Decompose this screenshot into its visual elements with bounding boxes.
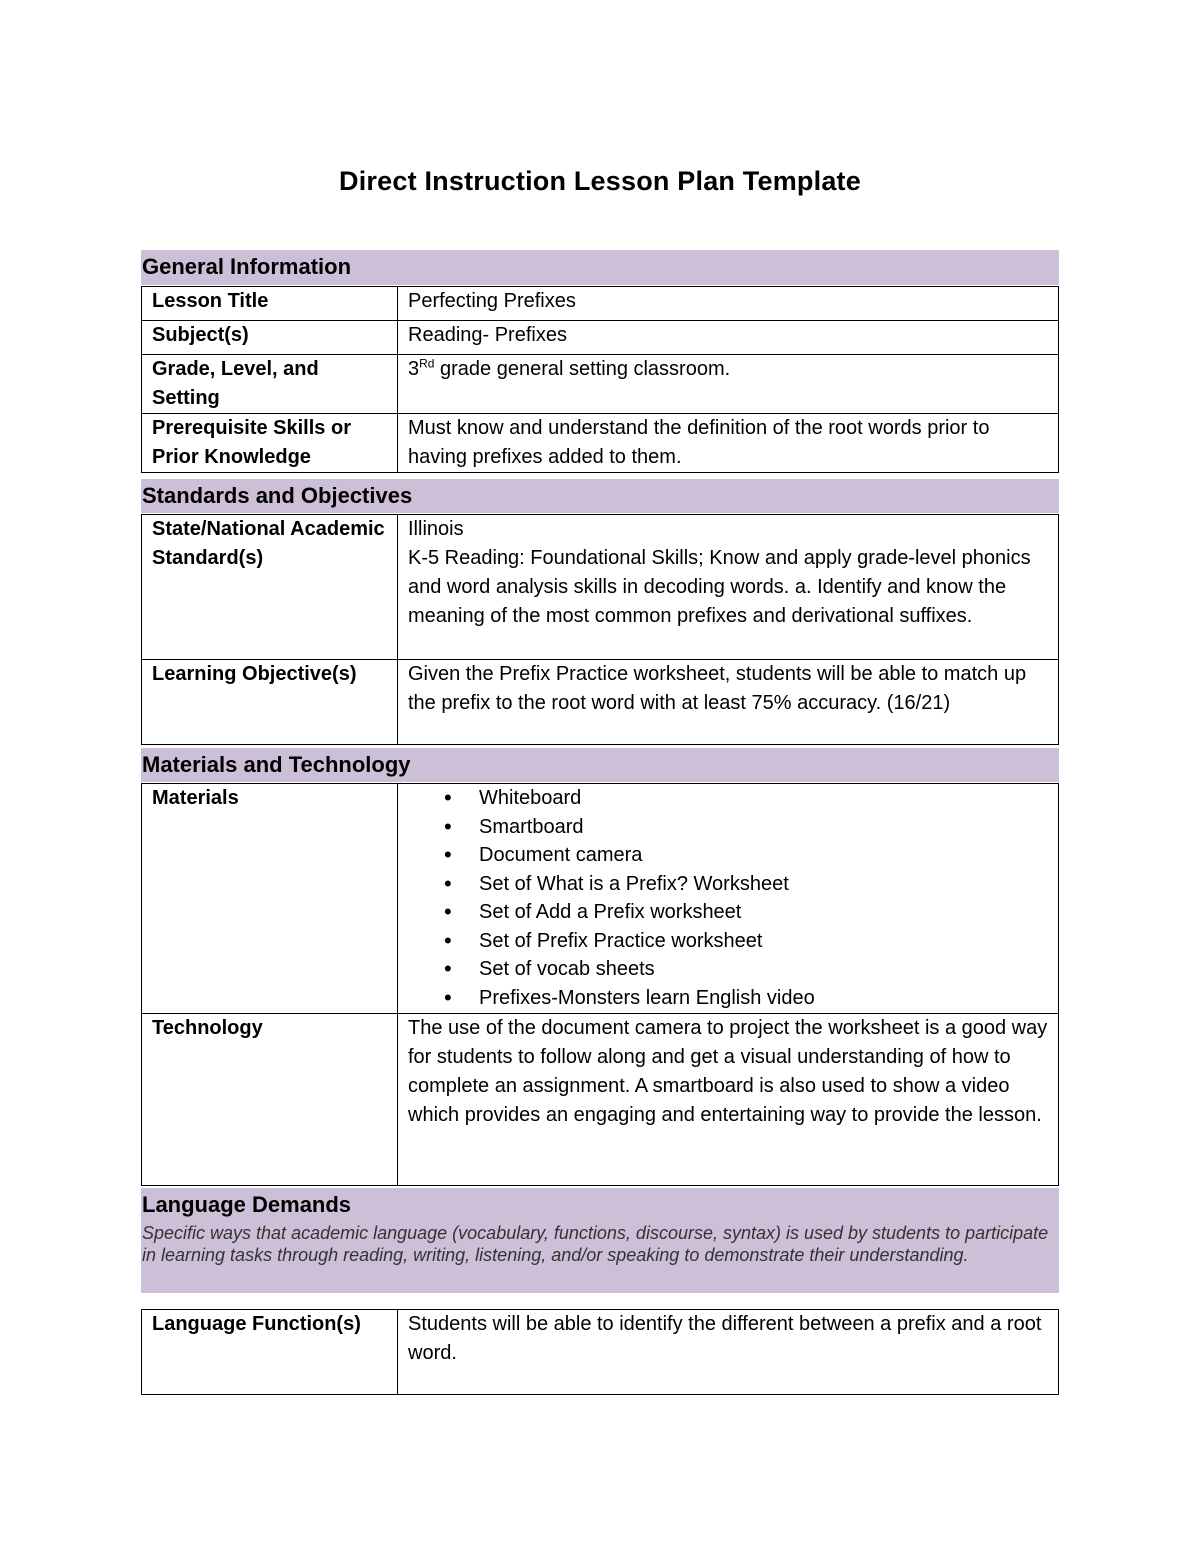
grade-setting: grade general setting classroom.	[434, 358, 731, 380]
table-row	[142, 287, 1059, 321]
row-label: Prerequisite Skills or Prior Knowledge	[142, 414, 398, 473]
language-function-label: Language Function(s)	[142, 1310, 398, 1395]
section-header-general-information	[141, 250, 1059, 285]
table-row	[142, 515, 1059, 660]
row-value: Reading- Prefixes	[398, 321, 1059, 355]
section-description: Specific ways that academic language (vocabulary, functions, discourse, syntax) is used by students to participate in learning tasks through reading, writing, listening, and/or speaking to demonstrate their understanding.	[142, 1223, 1049, 1265]
row-value: Perfecting Prefixes	[398, 287, 1059, 321]
section-header-standards-objectives	[141, 479, 1059, 513]
list-item: • Prefixes-Monsters learn English video	[479, 984, 1050, 1013]
standard-text: K-5 Reading: Foundational Skills; Know and apply grade-level phonics and word analysis skills in decoding words. a. Identify and know the meaning of the most common prefixes and derivational suffixes.	[408, 547, 1031, 627]
row-value	[398, 355, 1059, 414]
table-row	[142, 784, 1059, 1014]
page-title: Direct Instruction Lesson Plan Template	[339, 166, 861, 196]
materials-table	[141, 783, 1059, 1186]
learning-objective-value: Given the Prefix Practice worksheet, students will be able to match up the prefix to the root word with at least 75% accuracy. (16/21)	[398, 660, 1059, 745]
technology-value: The use of the document camera to project the worksheet is a good way for students to follow along and get a visual understanding of how to complete an assignment. A smartboard is also used to show a video which provides an engaging and entertaining way to provide the lesson.	[398, 1014, 1059, 1186]
list-item: • Set of Prefix Practice worksheet	[479, 927, 1050, 956]
table-row	[142, 321, 1059, 355]
grade-suffix: Rd	[419, 356, 435, 371]
standards-table	[141, 514, 1059, 745]
section-header-materials-technology	[141, 748, 1059, 782]
table-row	[142, 1014, 1059, 1186]
row-label: Subject(s)	[142, 321, 398, 355]
state-standard-value	[398, 515, 1059, 660]
state-standard-label: State/National Academic Standard(s)	[142, 515, 398, 660]
section-title: Materials and Technology	[142, 752, 411, 777]
section-title: Standards and Objectives	[142, 483, 413, 508]
section-title: Language Demands	[142, 1192, 352, 1217]
list-item: • Whiteboard	[479, 784, 1050, 813]
row-value: Must know and understand the definition of the root words prior to having prefixes added to them.	[398, 414, 1059, 473]
table-row	[142, 355, 1059, 414]
table-row	[142, 1310, 1059, 1395]
section-header-language-demands	[141, 1188, 1059, 1293]
language-table	[141, 1309, 1059, 1395]
grade-number: 3	[408, 358, 420, 380]
row-label: Grade, Level, and Setting	[142, 355, 398, 414]
section-title: General Information	[142, 254, 352, 279]
materials-label: Materials	[142, 784, 398, 1014]
list-item: • Set of vocab sheets	[479, 955, 1050, 984]
state-name: Illinois	[408, 518, 464, 540]
materials-list-cell	[398, 784, 1059, 1014]
row-label: Lesson Title	[142, 287, 398, 321]
list-item: • Smartboard	[479, 813, 1050, 842]
table-row	[142, 414, 1059, 473]
materials-list	[408, 784, 1050, 1012]
list-item: • Set of What is a Prefix? Worksheet	[479, 870, 1050, 899]
table-row	[142, 660, 1059, 745]
general-information-table	[141, 286, 1059, 473]
list-item: • Set of Add a Prefix worksheet	[479, 898, 1050, 927]
technology-label: Technology	[142, 1014, 398, 1186]
list-item: • Document camera	[479, 841, 1050, 870]
language-function-value: Students will be able to identify the different between a prefix and a root word.	[398, 1310, 1059, 1395]
learning-objective-label: Learning Objective(s)	[142, 660, 398, 745]
